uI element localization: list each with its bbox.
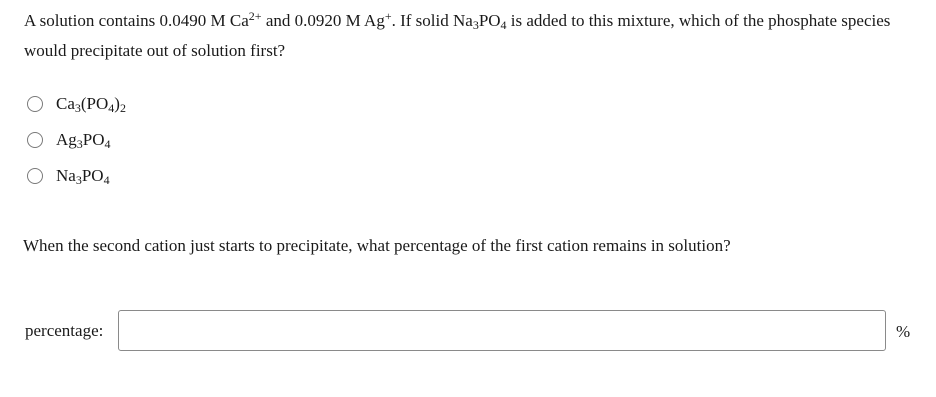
option-label: $Ag_3PO_4$ (56, 130, 111, 151)
percentage-label: percentage: (25, 321, 104, 340)
option-label: $Ca_3(PO_4)_2$ (56, 94, 126, 115)
option-ag3po4[interactable] (27, 122, 126, 158)
percentage-answer-row (25, 310, 915, 351)
question-2-text: When the second cation just starts to precipitate, what percentage of the first cation remains in solution? (23, 236, 731, 255)
radio-button[interactable] (27, 132, 43, 148)
option-ca3po42[interactable] (27, 86, 126, 122)
option-na3po4[interactable] (27, 158, 126, 194)
calcium-charge: 2+ (248, 9, 262, 23)
radio-button[interactable] (27, 168, 43, 184)
percent-unit: % (896, 322, 911, 341)
option-label: $Na_3PO_4$ (56, 166, 110, 187)
silver-charge: + (384, 9, 392, 23)
percentage-input[interactable] (118, 310, 886, 351)
radio-button[interactable] (27, 96, 43, 112)
answer-options (27, 86, 126, 194)
question-1-text: A solution contains 0.0490 M $Ca^{2+}$ and 0.0920 M Ag+. If solid $Na_3PO_4$ is added to this mixture, which of the phosphate species would precipitate out of solution first? (24, 9, 891, 60)
